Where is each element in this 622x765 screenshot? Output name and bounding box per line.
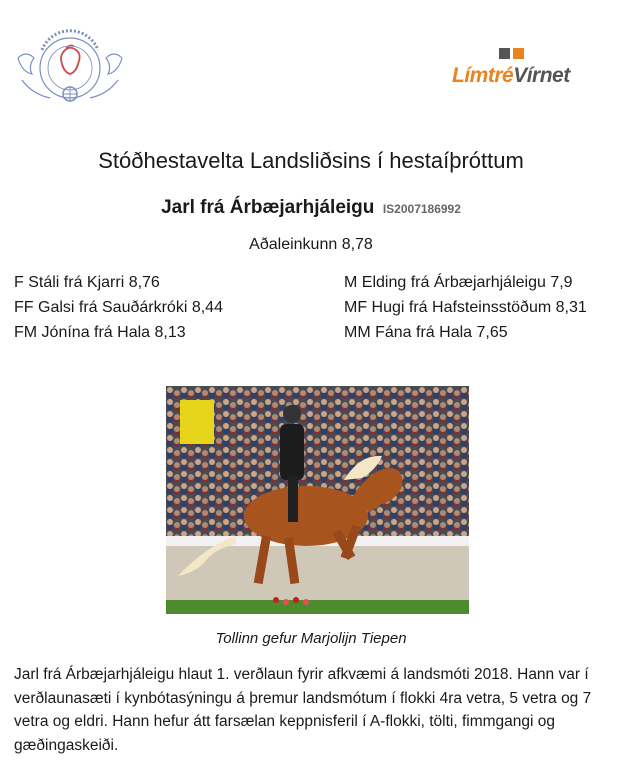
horse-rider-photo-icon [166,386,469,614]
pedigree-line: MF Hugi frá Hafsteinsstöðum 8,31 [344,299,587,316]
pedigree-line: FF Galsi frá Sauðárkróki 8,44 [14,299,223,316]
logo-text-part1: Límtré [452,64,514,87]
page-title: Stóðhestavelta Landsliðsins í hestaíþróttum [98,148,524,173]
horse-photo [166,386,469,614]
pedigree-line: MM Fána frá Hala 7,65 [344,324,508,341]
pedigree-line: F Stáli frá Kjarri 8,76 [14,274,160,291]
logo-square-icon [499,48,510,59]
photo-caption: Tollinn gefur Marjolijn Tiepen [215,630,407,647]
pedigree-dam-side [344,270,587,345]
horse-heading [0,197,622,219]
pedigree-line: FM Jónína frá Hala 8,13 [14,324,186,341]
association-logo [12,18,127,113]
limtre-virnet-logo [452,44,577,92]
seal-icon [12,18,127,113]
description-paragraph: Jarl frá Árbæjarhjáleigu hlaut 1. verðlaun fyrir afkvæmi á landsmóti 2018. Hann var í verðlaunasæti í kynbótasýningu á þremur landsmótum í flokki 4ra vetra, 5 vetra og 7 vetra og eldri. Hann hefur átt farsælan keppnisferil í A-flokki, tölti, fimmgangi og gæðingaskeiði. [14,666,592,754]
horse-name: Jarl frá Árbæjarhjáleigu [161,197,375,218]
pedigree-line: M Elding frá Árbæjarhjáleigu 7,9 [344,274,573,291]
logo-square-icon [513,48,524,59]
horse-id: IS2007186992 [382,202,461,216]
main-score: Aðaleinkunn 8,78 [249,236,373,253]
pedigree-sire-side [14,270,223,345]
logo-text-part2: Vírnet [513,64,570,87]
